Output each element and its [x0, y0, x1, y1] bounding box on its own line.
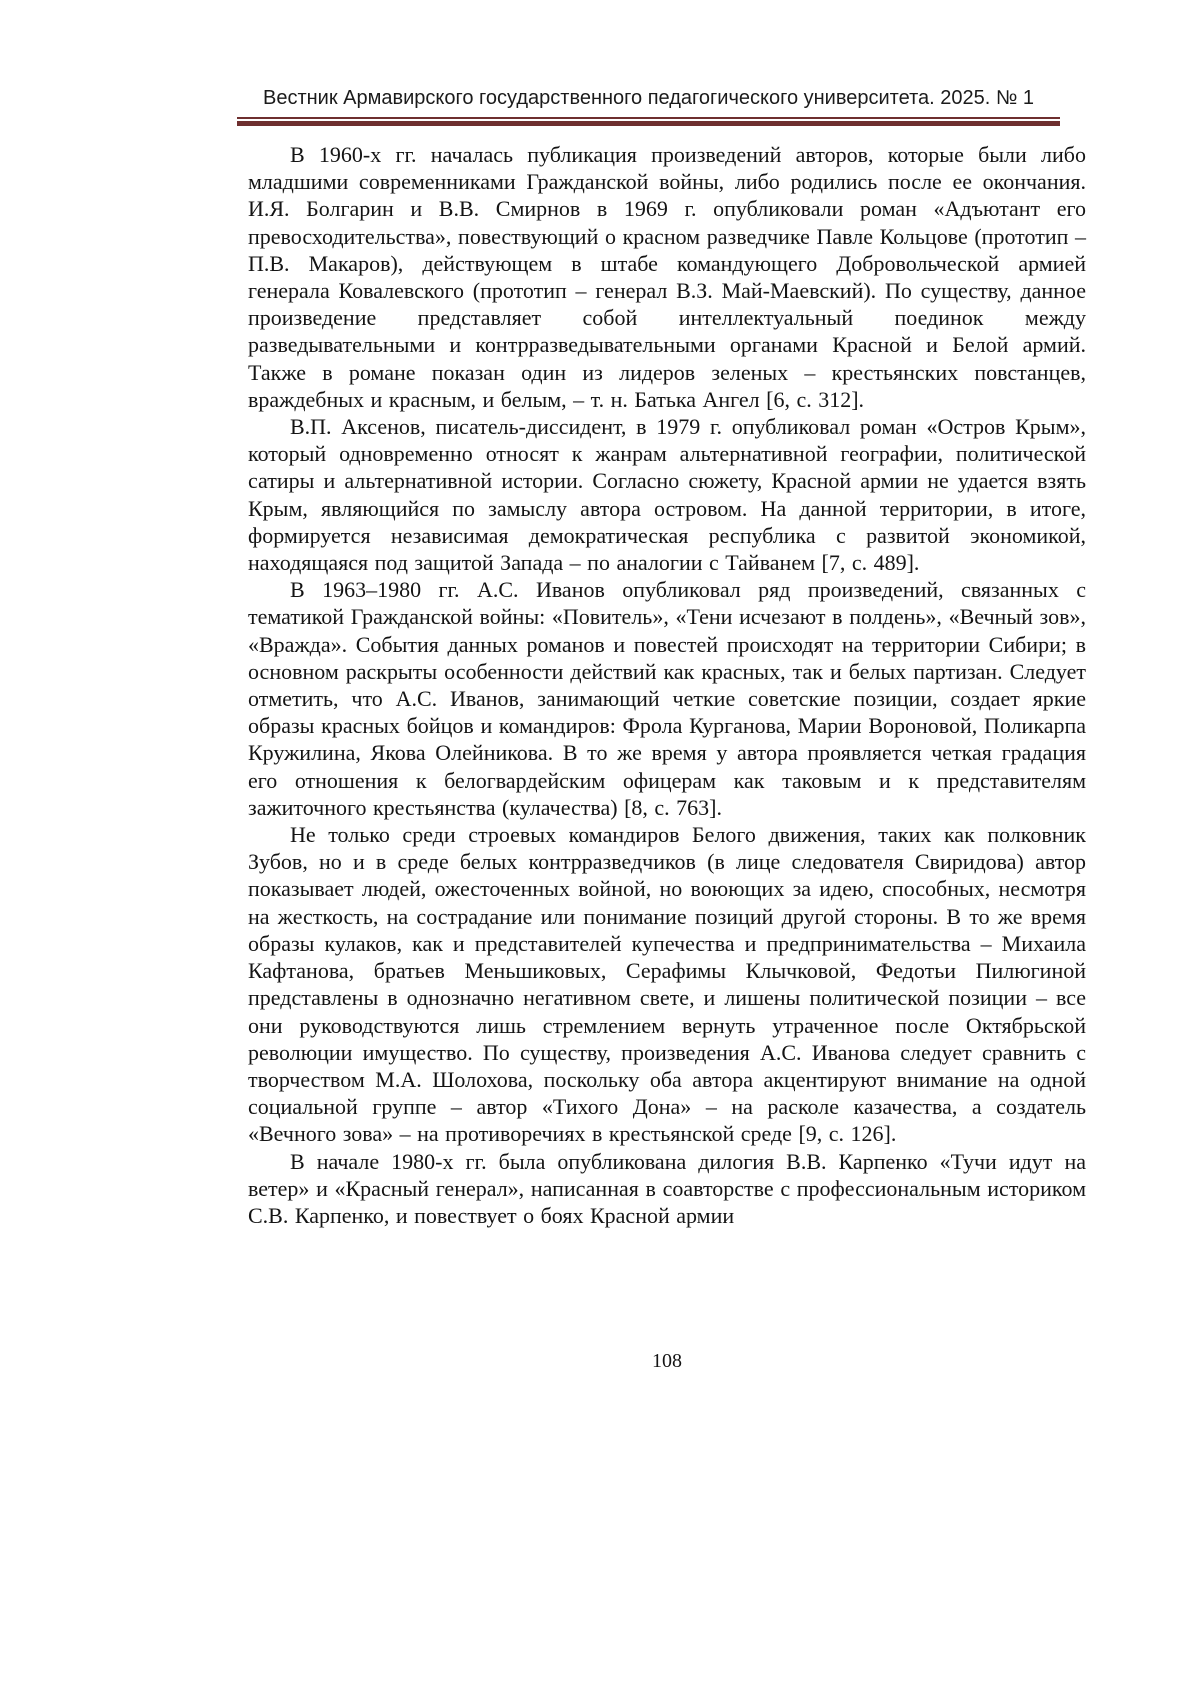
paragraph: В 1963–1980 гг. А.С. Иванов опубликовал ряд произведений, связанных с тематикой Гражданской войны: «Повитель», «Тени исчезают в полдень», «Вечный зов», «Вражда». События данных романов и повестей происходят на территории Сибири; в основном раскрыты особенности действий как красных, так и белых партизан. Следует отметить, что А.С. Иванов, занимающий четкие советские позиции, создает яркие образы красных бойцов и командиров: Фрола Курганова, Марии Вороновой, Поликарпа Кружилина, Якова Олейникова. В то же время у автора проявляется четкая градация его отношения к белогвардейским офицерам как таковым и к представителям зажиточного крестьянства (кулачества) [8, с. 763]. — [248, 577, 1086, 820]
article-body — [248, 141, 1086, 1229]
page-number: 108 — [652, 1350, 682, 1372]
paragraph: В 1960-х гг. началась публикация произведений авторов, которые были либо младшими современниками Гражданской войны, либо родились после ее окончания. И.Я. Болгарин и В.В. Смирнов в 1969 г. опубликовали роман «Адъютант его превосходительства», повествующий о красном разведчике Павле Кольцове (прототип – П.В. Макаров), действующем в штабе командующего Добровольческой армией генерала Ковалевского (прототип – генерал В.З. Май-Маевский). По существу, данное произведение представляет собой интеллектуальный поединок между разведывательными и контрразведывательными органами Красной и Белой армий. Также в романе показан один из лидеров зеленых – крестьянских повстанцев, враждебных и красным, и белым, – т. н. Батька Ангел [6, с. 312]. — [248, 142, 1086, 412]
header-rule-thin-line — [237, 117, 1060, 119]
paragraph: В начале 1980-х гг. была опубликована дилогия В.В. Карпенко «Тучи идут на ветер» и «Красный генерал», написанная в соавторстве с профессиональным историком С.В. Карпенко, и повествует о боях Красной армии — [248, 1148, 1086, 1228]
header-rule — [237, 117, 1060, 126]
header-rule-thick-line — [237, 121, 1060, 126]
paragraph: В.П. Аксенов, писатель-диссидент, в 1979 г. опубликовал роман «Остров Крым», который одновременно относят к жанрам альтернативной географии, политической сатиры и альтернативной истории. Согласно сюжету, Красной армии не удается взять Крым, являющийся по замыслу автора островом. На данной территории, в итоге, формируется независимая демократическая республика с развитой экономикой, находящаяся под защитой Запада – по аналогии с Тайванем [7, с. 489]. — [248, 414, 1086, 576]
paragraph: Не только среди строевых командиров Белого движения, таких как полковник Зубов, но и в среде белых контрразведчиков (в лице следователя Свиридова) автор показывает людей, ожесточенных войной, но воюющих за идею, способных, несмотря на жесткость, на сострадание или понимание позиций другой стороны. В то же время образы кулаков, как и представителей купечества и предпринимательства – Михаила Кафтанова, братьев Меньшиковых, Серафимы Клычковой, Федотьи Пилюгиной представлены в однозначно негативном свете, и лишены политической позиции – все они руководствуются лишь стремлением вернуть утраченное после Октябрьской революции имущество. По существу, произведения А.С. Иванова следует сравнить с творчеством М.А. Шолохова, поскольку оба автора акцентируют внимание на одной социальной группе – автор «Тихого Дона» – на расколе казачества, а создатель «Вечного зова» – на противоречиях в крестьянской среде [9, с. 126]. — [248, 822, 1086, 1147]
journal-running-head: Вестник Армавирского государственного педагогического университета. 2025. № 1 — [263, 87, 1034, 109]
